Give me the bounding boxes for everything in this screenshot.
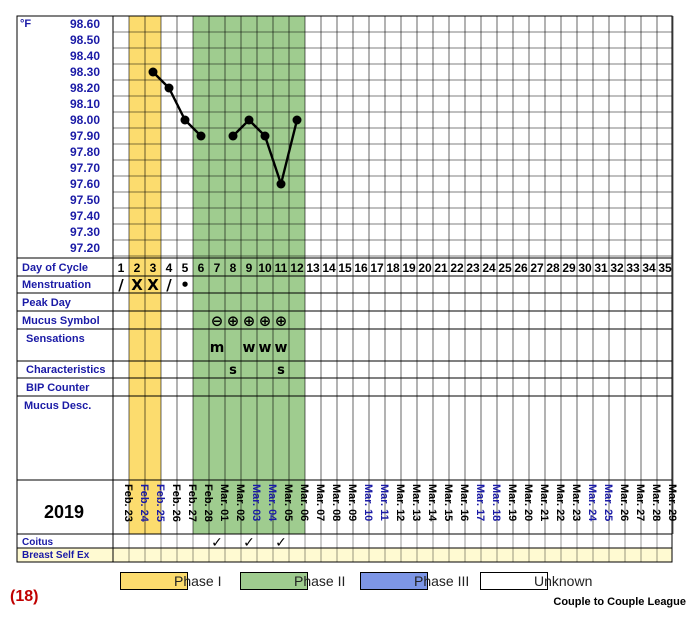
cycle-date-label: Mar. 05 xyxy=(282,484,294,522)
row-label-mucus-symbol: Mucus Symbol xyxy=(22,315,100,327)
temperature-point xyxy=(229,132,238,141)
sensation-mark: m xyxy=(209,340,225,356)
cycle-day-number: 32 xyxy=(610,261,624,275)
cycle-day-number: 26 xyxy=(514,261,528,275)
cycle-day-number: 30 xyxy=(578,261,592,275)
row-label-menstruation: Menstruation xyxy=(22,279,92,291)
cycle-date-label: Mar. 26 xyxy=(618,484,630,522)
row-label-sensations: Sensations xyxy=(26,333,85,345)
phase-fill-day-2 xyxy=(129,16,145,534)
cycle-day-number: 24 xyxy=(482,261,496,275)
row-label-bip-counter: BIP Counter xyxy=(26,382,90,394)
phase-fill-day-8 xyxy=(225,16,241,534)
cycle-date-label: Mar. 03 xyxy=(250,484,262,522)
cycle-date-label: Mar. 23 xyxy=(570,484,582,522)
publisher-label: Couple to Couple League xyxy=(553,596,686,608)
phase-fill-day-9 xyxy=(241,16,257,534)
coitus-check-mark: ✓ xyxy=(275,535,287,551)
temp-tick-label: 97.20 xyxy=(69,241,100,255)
mucus-symbol-mark: ⊕ xyxy=(274,312,288,330)
phase-legend xyxy=(0,572,690,592)
cycle-date-label: Mar. 25 xyxy=(602,484,614,522)
cycle-day-number: 4 xyxy=(165,261,173,275)
phase-3-label: Phase III xyxy=(414,573,470,589)
cycle-day-number: 8 xyxy=(229,261,237,275)
temperature-point xyxy=(261,132,270,141)
cycle-date-label: Mar. 02 xyxy=(234,484,246,522)
phase-1-label: Phase I xyxy=(174,573,222,589)
temp-tick-label: 98.30 xyxy=(69,65,100,79)
cycle-date-label: Mar. 13 xyxy=(410,484,422,522)
cycle-date-label: Mar. 29 xyxy=(666,484,678,522)
phase-fill-day-11 xyxy=(273,16,289,534)
cycle-day-number: 14 xyxy=(322,261,336,275)
cycle-day-number: 25 xyxy=(498,261,512,275)
cycle-day-number: 6 xyxy=(197,261,205,275)
cycle-day-number: 1 xyxy=(117,261,125,275)
cycle-day-number: 13 xyxy=(306,261,320,275)
temp-tick-label: 98.00 xyxy=(69,113,100,127)
cycle-date-label: Mar. 21 xyxy=(538,484,550,522)
phase-2-label: Phase II xyxy=(294,573,346,589)
temperature-point xyxy=(197,132,206,141)
cycle-day-number: 10 xyxy=(258,261,272,275)
cycle-date-label: Mar. 24 xyxy=(586,484,598,522)
temperature-point xyxy=(277,180,286,189)
temperature-point xyxy=(181,116,190,125)
cycle-date-label: Mar. 07 xyxy=(314,484,326,522)
cycle-date-label: Mar. 22 xyxy=(554,484,566,522)
temp-tick-label: 97.30 xyxy=(69,225,100,239)
cycle-date-label: Mar. 27 xyxy=(634,484,646,522)
cycle-date-label: Mar. 11 xyxy=(378,484,390,521)
menstruation-mark: X xyxy=(147,276,159,294)
row-label-characteristics: Characteristics xyxy=(26,364,106,376)
row-label-mucus-desc: Mucus Desc. xyxy=(24,400,92,412)
temp-tick-label: 97.40 xyxy=(69,209,100,223)
characteristic-mark: s xyxy=(277,363,285,378)
cycle-day-number: 16 xyxy=(354,261,368,275)
cycle-date-label: Mar. 28 xyxy=(650,484,662,522)
cycle-date-label: Mar. 14 xyxy=(426,484,438,522)
cycle-day-number: 20 xyxy=(418,261,432,275)
cycle-day-number: 34 xyxy=(642,261,656,275)
phase-fill-day-3 xyxy=(145,16,161,534)
menstruation-mark: X xyxy=(131,276,143,294)
temp-tick-label: 98.40 xyxy=(69,49,100,63)
cycle-day-number: 27 xyxy=(530,261,544,275)
row-label-peak-day: Peak Day xyxy=(22,297,71,309)
cycle-day-number: 23 xyxy=(466,261,480,275)
temp-tick-label: 97.90 xyxy=(69,129,100,143)
temperature-point xyxy=(293,116,302,125)
unit-label: °F xyxy=(20,18,32,30)
sensation-mark: w xyxy=(242,340,256,356)
cycle-date-label: Feb. 28 xyxy=(202,484,214,522)
menstruation-mark: / xyxy=(118,276,124,294)
cycle-day-number: 22 xyxy=(450,261,464,275)
mucus-symbol-mark: ⊕ xyxy=(226,312,240,330)
cycle-date-label: Mar. 09 xyxy=(346,484,358,522)
mucus-symbol-mark: ⊖ xyxy=(210,312,224,330)
cycle-day-number: 35 xyxy=(658,261,672,275)
temp-tick-label: 98.60 xyxy=(69,17,100,31)
temp-tick-label: 98.50 xyxy=(69,33,100,47)
mucus-symbol-mark: ⊕ xyxy=(258,312,272,330)
cycle-day-number: 31 xyxy=(594,261,608,275)
cycle-day-number: 19 xyxy=(402,261,416,275)
breast-self-ex-row-bg xyxy=(17,548,672,562)
cycle-day-number: 3 xyxy=(149,261,157,275)
cycle-day-number: 29 xyxy=(562,261,576,275)
mucus-symbol-mark: ⊕ xyxy=(242,312,256,330)
cycle-date-label: Feb. 27 xyxy=(186,484,198,522)
coitus-check-mark: ✓ xyxy=(243,535,255,551)
row-label-coitus: Coitus xyxy=(22,537,54,548)
cycle-date-label: Mar. 15 xyxy=(442,484,454,522)
cycle-day-number: 15 xyxy=(338,261,352,275)
cycle-date-label: Mar. 06 xyxy=(298,484,310,522)
cycle-date-label: Mar. 18 xyxy=(490,484,502,522)
cycle-day-number: 11 xyxy=(274,261,288,275)
temperature-point xyxy=(149,68,158,77)
phase-fill-day-10 xyxy=(257,16,273,534)
sensation-mark: w xyxy=(258,340,272,356)
cycle-date-label: Mar. 04 xyxy=(266,484,278,522)
row-label-breast-self-ex: Breast Self Ex xyxy=(22,550,90,561)
cycle-day-number: 7 xyxy=(213,261,221,275)
cycle-day-number: 5 xyxy=(181,261,189,275)
cycle-day-number: 21 xyxy=(434,261,448,275)
cycle-date-label: Mar. 16 xyxy=(458,484,470,522)
temp-tick-label: 98.20 xyxy=(69,81,100,95)
cycle-date-label: Mar. 01 xyxy=(218,484,230,522)
menstruation-mark: / xyxy=(166,276,172,294)
sensation-mark: w xyxy=(274,340,288,356)
temp-tick-label: 97.70 xyxy=(69,161,100,175)
cycle-date-label: Feb. 23 xyxy=(122,484,134,522)
cycle-day-number: 18 xyxy=(386,261,400,275)
cycle-date-label: Mar. 08 xyxy=(330,484,342,522)
unknown-label: Unknown xyxy=(534,573,593,589)
cycle-date-label: Feb. 25 xyxy=(154,484,166,522)
coitus-check-mark: ✓ xyxy=(211,535,223,551)
chart-number: (18) xyxy=(10,588,39,605)
temp-tick-label: 97.60 xyxy=(69,177,100,191)
temperature-point xyxy=(245,116,254,125)
cycle-date-label: Feb. 26 xyxy=(170,484,182,522)
characteristic-mark: s xyxy=(229,363,237,378)
cycle-date-label: Mar. 10 xyxy=(362,484,374,522)
phase-fill-day-6 xyxy=(193,16,209,534)
cycle-date-label: Mar. 12 xyxy=(394,484,406,522)
cycle-date-label: Mar. 20 xyxy=(522,484,534,522)
phase-fill-day-7 xyxy=(209,16,225,534)
cycle-date-label: Feb. 24 xyxy=(138,484,150,522)
cycle-day-number: 33 xyxy=(626,261,640,275)
cycle-day-number: 9 xyxy=(245,261,253,275)
phase-fill-day-12 xyxy=(289,16,305,534)
temperature-point xyxy=(165,84,174,93)
cycle-day-number: 2 xyxy=(133,261,141,275)
year-label: 2019 xyxy=(43,502,85,522)
temp-tick-label: 97.50 xyxy=(69,193,100,207)
cycle-day-number: 17 xyxy=(370,261,384,275)
temp-tick-label: 97.80 xyxy=(69,145,100,159)
row-label-day-of-cycle: Day of Cycle xyxy=(22,262,89,274)
cycle-date-label: Mar. 17 xyxy=(474,484,486,522)
cycle-date-label: Mar. 19 xyxy=(506,484,518,522)
temp-tick-label: 98.10 xyxy=(69,97,100,111)
cycle-day-number: 28 xyxy=(546,261,560,275)
menstruation-mark: • xyxy=(180,276,190,294)
cycle-day-number: 12 xyxy=(290,261,304,275)
